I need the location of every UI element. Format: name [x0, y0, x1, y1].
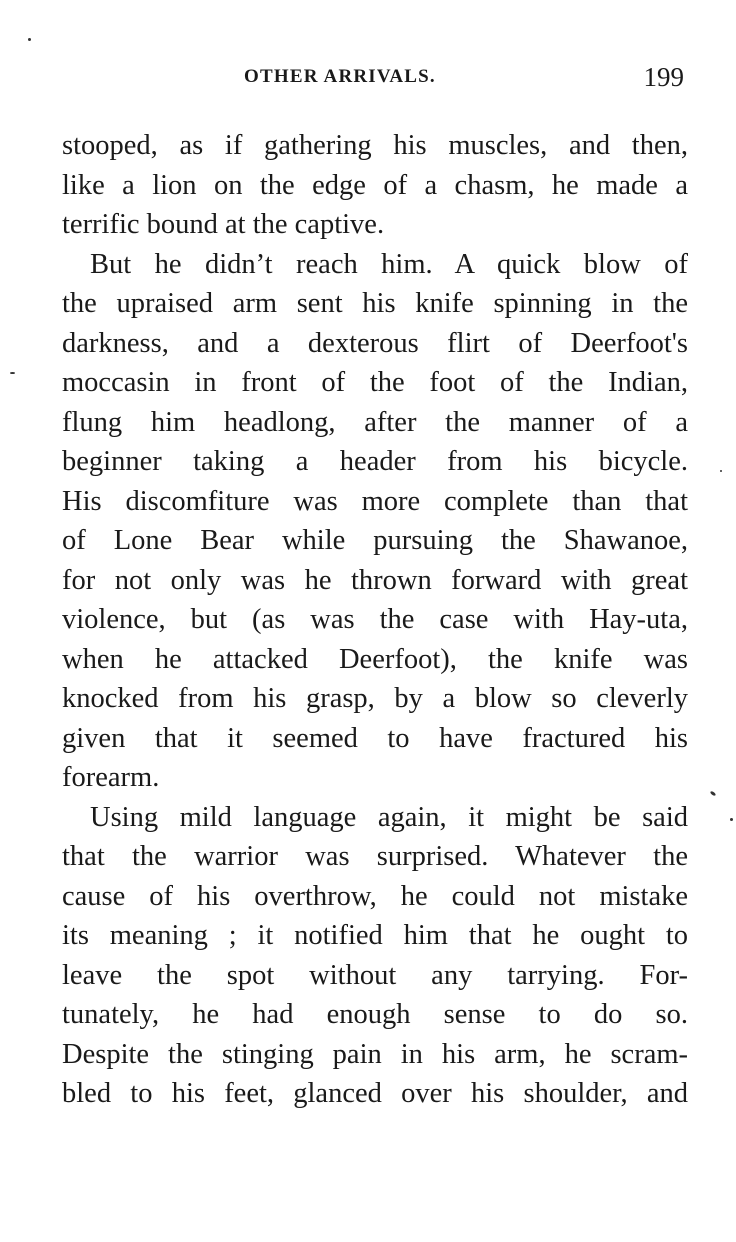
text-line: tunately, he had enough sense to do so.	[62, 999, 688, 1030]
text-line: when he attacked Deerfoot), the knife was	[62, 643, 688, 675]
text-line: the upraised arm sent his knife spinning in the	[62, 288, 688, 319]
scan-speck	[720, 470, 722, 472]
text-line: moccasin in front of the foot of the Indian,	[62, 367, 688, 398]
scan-speck	[28, 38, 31, 41]
scan-speck	[730, 818, 733, 821]
text-line: like a lion on the edge of a chasm, he made a	[62, 169, 688, 201]
text-line: of Lone Bear while pursuing the Shawanoe,	[62, 525, 688, 556]
text-line: its meaning ; it notified him that he ought to	[62, 920, 688, 951]
text-line: Using mild language again, it might be said	[90, 801, 688, 833]
running-title: OTHER ARRIVALS.	[244, 66, 436, 87]
text-line: beginner taking a header from his bicycle.	[62, 446, 688, 477]
text-line: stooped, as if gathering his muscles, and then,	[62, 130, 688, 161]
text-line: for not only was he thrown forward with great	[62, 564, 688, 596]
text-line: leave the spot without any tarrying. For-	[62, 959, 688, 991]
text-line: His discomfiture was more complete than that	[62, 485, 688, 517]
page-header	[62, 62, 688, 96]
text-line: darkness, and a dexterous flirt of Deerfoot's	[62, 327, 688, 359]
page-body	[62, 126, 688, 1114]
scan-speck	[710, 791, 717, 797]
scan-speck	[10, 372, 15, 374]
text-line: terrific bound at the captive.	[62, 209, 385, 240]
text-line: knocked from his grasp, by a blow so cleverly	[62, 683, 688, 714]
text-line: But he didn’t reach him. A quick blow of	[90, 248, 688, 280]
page-number: 199	[643, 62, 684, 92]
text-line: bled to his feet, glanced over his shoulder, and	[62, 1078, 688, 1109]
text-line: that the warrior was surprised. Whatever the	[62, 841, 688, 872]
text-line: Despite the stinging pain in his arm, he scram-	[62, 1038, 688, 1070]
text-line: cause of his overthrow, he could not mistake	[62, 880, 688, 912]
text-line: forearm.	[62, 762, 160, 793]
text-line: flung him headlong, after the manner of a	[62, 406, 688, 438]
text-line: given that it seemed to have fractured his	[62, 722, 688, 754]
text-line: violence, but (as was the case with Hay-uta,	[62, 604, 688, 635]
